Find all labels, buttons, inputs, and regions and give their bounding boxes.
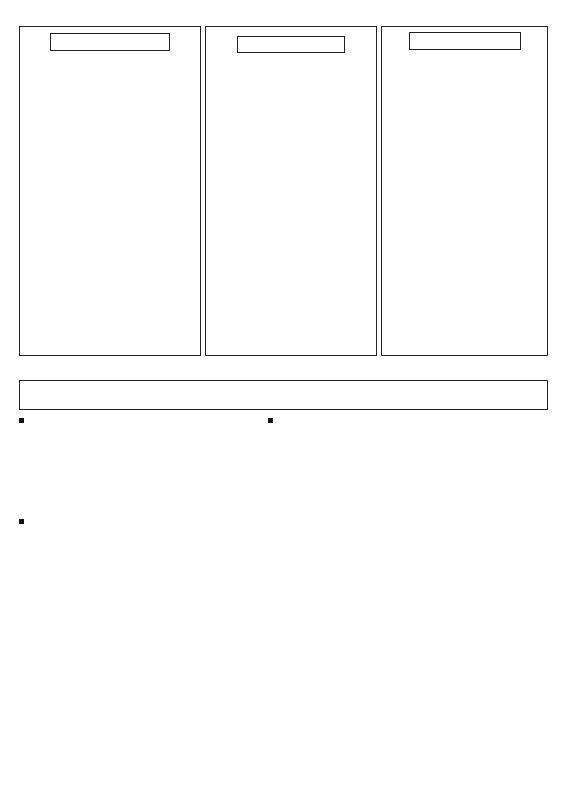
namji-title [237,36,345,53]
donation [19,519,548,534]
memorial [268,418,548,431]
common-notice-column [19,26,201,356]
weekly-offering [19,418,264,431]
square-bullet-icon [19,519,24,524]
yeongsan-title [409,32,521,50]
namji-column [205,26,377,356]
square-bullet-icon [19,418,24,423]
yeongsan-column [381,26,548,356]
square-bullet-icon [268,418,273,423]
welcome-box [19,380,548,410]
common-notice-title [50,33,170,51]
